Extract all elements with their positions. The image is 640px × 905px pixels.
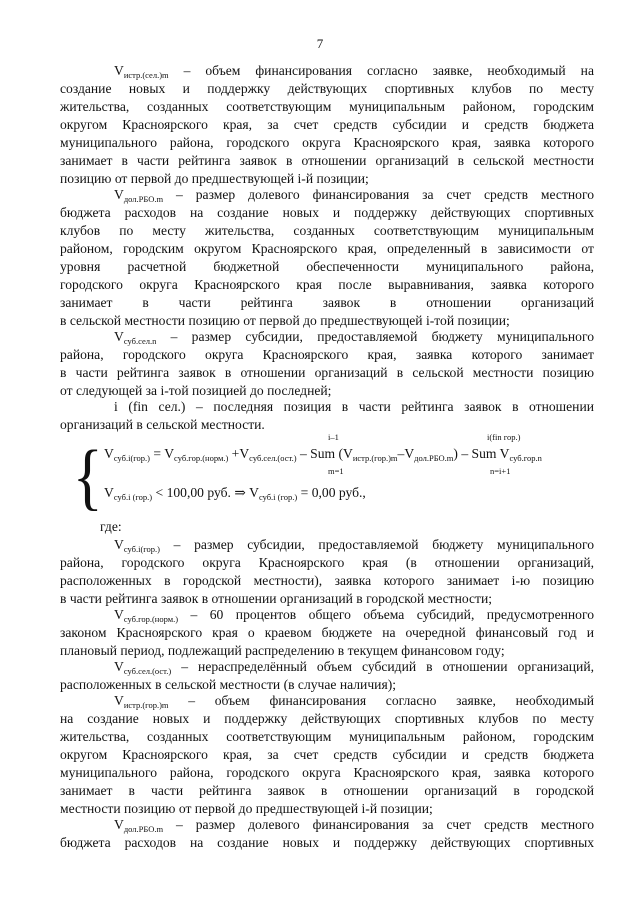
paragraph-line: муниципального района, городского округа Красноярского края, заявка которого xyxy=(60,765,594,780)
page-number: 7 xyxy=(316,36,324,51)
paragraph-line: бюджета расходов на создание новых и поддержку действующих спортивных xyxy=(60,205,594,220)
paragraph-line: $V_{суб.гор.(норм.)} - 60$ процентов общего объема субсидий, предусмотренного xyxy=(114,607,594,624)
formula-line-1: $V_{суб.i(гор.)} = V_{суб.гор.(норм.)} +V_{суб.сел.(ост.)}$ – Sum $(V_{истр.(гор.)m}-V_{дол.РБО.m})$ – Sum $V_{суб.гор.n}$ xyxy=(104,446,542,463)
sum-lower-limit: m=1 xyxy=(328,466,344,476)
paragraph-line: округом Красноярского края, за счет средств субсидии и средств бюджета xyxy=(60,117,594,132)
paragraph-line: в сельской местности позицию от первой до предшествующей i-той позиции; xyxy=(60,313,510,328)
paragraph-line: позицию от первой до предшествующей i-й позиции; xyxy=(60,171,369,186)
sum-upper-limit: i–1 xyxy=(328,432,339,442)
paragraph-line: от следующей за i-той позицией до последней; xyxy=(60,383,332,398)
paragraph-line: организаций в сельской местности. xyxy=(60,417,265,432)
paragraph-line: $V_{суб.сел.n}$ – размер субсидии, предоставляемой бюджету муниципального xyxy=(114,329,594,346)
paragraph-line: округом Красноярского края, за счет средств субсидии и средств бюджета xyxy=(60,747,594,762)
paragraph-line: района, городского округа Красноярского края (в отношении организаций, xyxy=(60,555,594,570)
paragraph-line: бюджета расходов на создание новых и поддержку действующих спортивных xyxy=(60,835,594,850)
paragraph-line: районом, городским округом Красноярского края, определенный в зависимости от xyxy=(60,241,594,256)
paragraph-line: муниципального района, городского округа Красноярского края, заявка которого xyxy=(60,135,594,150)
paragraph-line: городского округа Красноярского края после выравнивания, заявка которого xyxy=(60,277,594,292)
paragraph-line: занимает в части рейтинга заявок в отношении организаций в городской xyxy=(60,783,594,798)
paragraph-line: где: xyxy=(100,519,122,534)
paragraph-line: в части рейтинга заявок в отношении организаций в сельской местности позицию xyxy=(60,365,594,380)
paragraph-line: создание новых и поддержку действующих спортивных клубов по месту xyxy=(60,81,594,96)
paragraph-line: $V_{суб.сел.(ост.)}$ – нераспределённый объем субсидий в отношении организаций, xyxy=(114,659,594,676)
paragraph-line: $V_{истр.(гор.)m}$ – объем финансирования согласно заявке, необходимый xyxy=(114,693,594,710)
paragraph-line: $V_{дол.РБО.m}$ – размер долевого финансирования за счет средств местного xyxy=(114,187,594,204)
paragraph-line: занимает в части рейтинга заявок в отношении организаций в сельской местности xyxy=(60,153,594,168)
paragraph-line: занимает в части рейтинга заявок в отношении организаций xyxy=(60,295,594,310)
paragraph-line: жительства, созданных соответствующим муниципальным районом, городским xyxy=(60,99,594,114)
paragraph-line: $V_{дол.РБО.m}$ – размер долевого финансирования за счет средств местного xyxy=(114,817,594,834)
paragraph-line: в части рейтинга заявок в отношении организаций в городской местности; xyxy=(60,591,493,606)
paragraph-line: уровня расчетной бюджетной обеспеченности муниципального района, xyxy=(60,259,594,274)
sum-upper-limit: i(fin гор.) xyxy=(487,432,521,442)
paragraph-line: $V_{истр.(сел.)m}$ – объем финансирования согласно заявке, необходимый на xyxy=(114,63,594,80)
paragraph-line: клубов по месту жительства, созданных соответствующим муниципальным xyxy=(60,223,594,238)
paragraph-line: на создание новых и поддержку действующих спортивных клубов по месту xyxy=(60,711,594,726)
paragraph-line: местности позицию от первой до предшествующей i-й позиции; xyxy=(60,801,433,816)
sum-lower-limit: n=i+1 xyxy=(490,466,511,476)
paragraph-line: расположенных в городской местности), заявка которого занимает i-ю позицию xyxy=(60,573,594,588)
paragraph-line: плановый период, подлежащий распределению в текущем финансовом году; xyxy=(60,643,505,658)
paragraph-line: жительства, созданных соответствующим муниципальным районом, городским xyxy=(60,729,594,744)
paragraph-line: района, городского округа Красноярского края, заявка которого занимает xyxy=(60,347,594,362)
paragraph-line: расположенных в сельской местности (в случае наличия); xyxy=(60,677,396,692)
paragraph-line: i (fin сел.) – последняя позиция в части рейтинга заявок в отношении xyxy=(114,399,594,414)
left-brace: { xyxy=(72,436,103,518)
formula-line-2: $V_{суб.i (гор.)} < 100,00$ руб. ⇒ $V_{суб.i (гор.)} = 0,00$ руб., xyxy=(104,485,366,502)
paragraph-line: $V_{суб.i(гор.)}$ – размер субсидии, предоставляемой бюджету муниципального xyxy=(114,537,594,554)
paragraph-line: законом Красноярского края о краевом бюджете на очередной финансовый год и xyxy=(60,625,594,640)
